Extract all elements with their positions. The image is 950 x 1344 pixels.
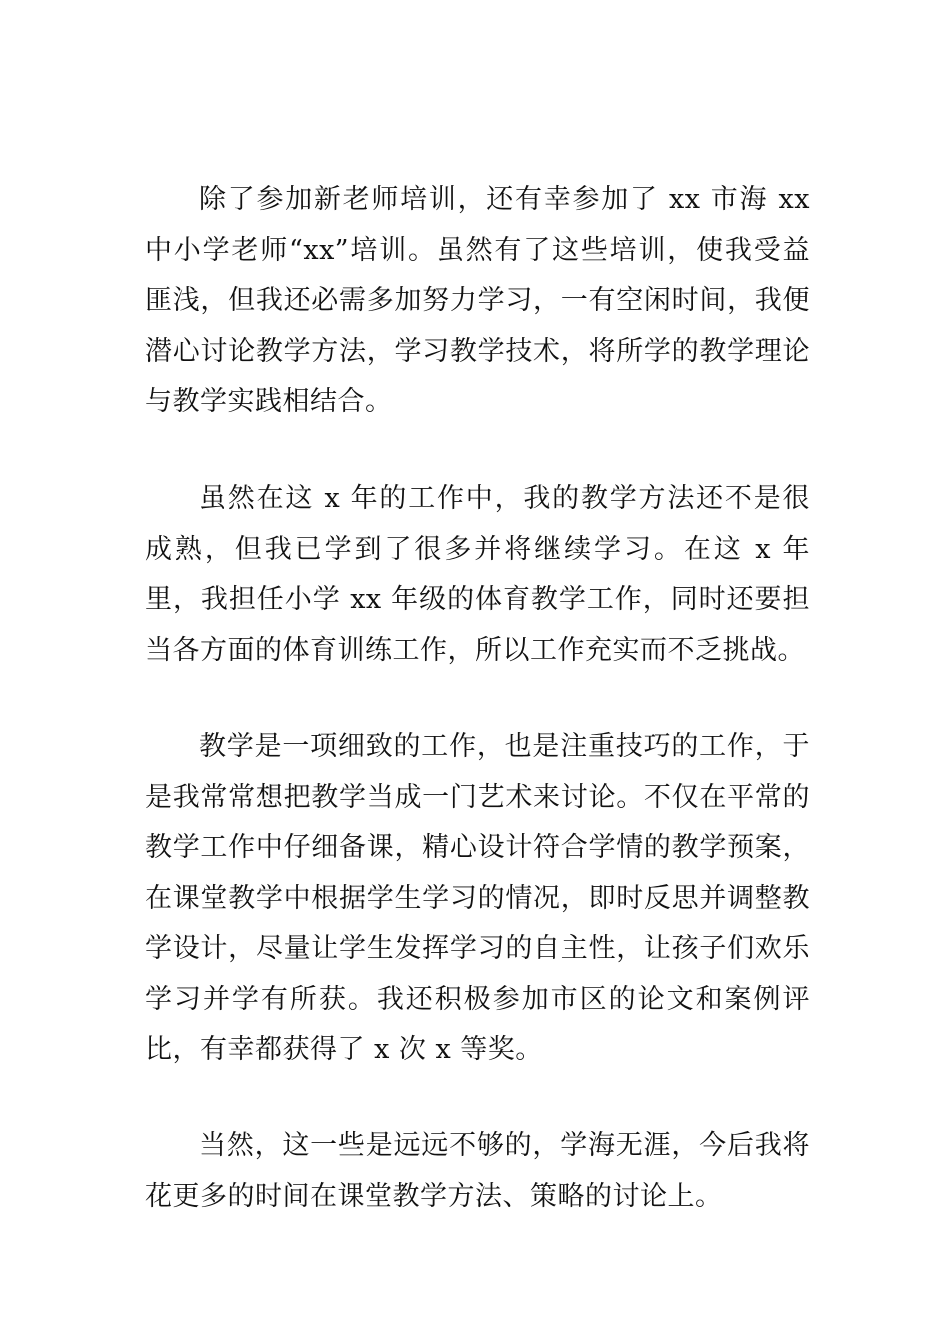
paragraph-future: 当然，这一些是远远不够的，学海无涯，今后我将花更多的时间在课堂教学方法、策略的讨论上。 (145, 1130, 810, 1212)
paragraph-training: 除了参加新老师培训，还有幸参加了 xx 市海 xx 中小学老师“xx”培训。虽然有了这些培训，使我受益匪浅，但我还必需多加努力学习，一有空闲时间，我便潜心讨论教学方法，学习教学技术，将所学的教学理论与教学实践相结合。 (145, 184, 810, 417)
paragraph-experience: 虽然在这 x 年的工作中，我的教学方法还不是很成熟，但我已学到了很多并将继续学习。在这 x 年里，我担任小学 xx 年级的体育教学工作，同时还要担当各方面的体育训练工作，所以工作充实而不乏挑战。 (145, 483, 810, 666)
paragraph-teaching: 教学是一项细致的工作，也是注重技巧的工作，于是我常常想把教学当成一门艺术来讨论。不仅在平常的教学工作中仔细备课，精心设计符合学情的教学预案，在课堂教学中根据学生学习的情况，即时反思并调整教学设计，尽量让学生发挥学习的自主性，让孩子们欢乐学习并学有所获。我还积极参加市区的论文和案例评比，有幸都获得了 x 次 x 等奖。 (145, 731, 810, 1065)
